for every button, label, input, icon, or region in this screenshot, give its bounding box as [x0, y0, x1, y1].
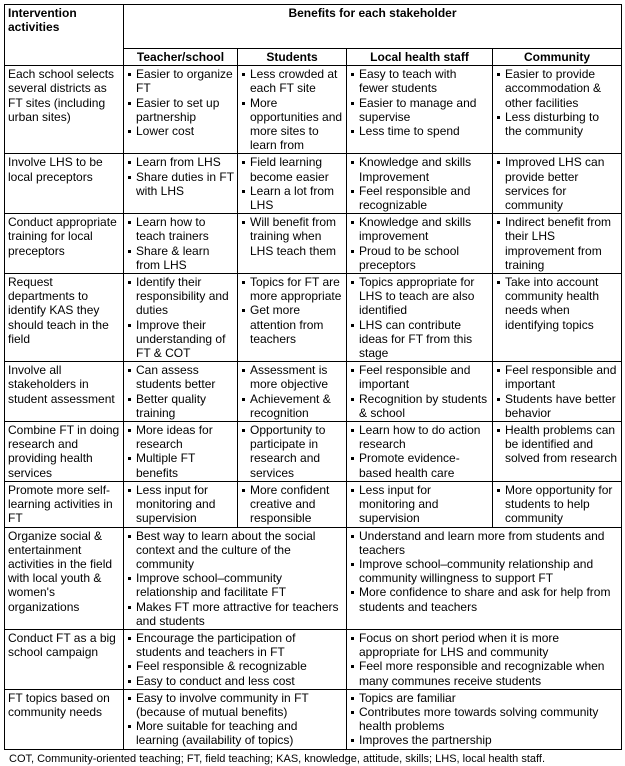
bullet-item: Can assess students better	[127, 363, 234, 391]
bullet-list	[241, 155, 343, 212]
bullet-list	[127, 155, 234, 198]
benefit-cell-local-health-staff	[347, 274, 493, 362]
table-row	[5, 527, 622, 629]
bullet-item: More confident creative and responsible	[241, 483, 343, 526]
bullet-item: Learn how to teach trainers	[127, 215, 234, 243]
bullet-item: Improve school–community relationship and facilitate FT	[127, 571, 343, 599]
bullet-list	[241, 363, 343, 420]
bullet-item: Makes FT more attractive for teachers and students	[127, 600, 343, 628]
bullet-item: Share & learn from LHS	[127, 244, 234, 272]
benefit-cell-community	[493, 66, 622, 154]
bullet-item: Focus on short period when it is more appropriate for LHS and community	[350, 631, 618, 659]
benefit-cell-teacher-school	[124, 66, 238, 154]
bullet-list	[496, 215, 618, 272]
bullet-item: Recognition by students & school	[350, 392, 489, 420]
bullet-list	[350, 483, 489, 526]
table-row	[5, 154, 622, 214]
header-students: Students	[238, 49, 347, 66]
bullet-list	[241, 67, 343, 152]
bullet-item: Learn how to do action research	[350, 423, 489, 451]
bullet-list	[496, 155, 618, 212]
intervention-activity-cell: Organize social & entertainment activities in the field with local youth & women's organizations	[5, 527, 124, 629]
benefit-cell-local-health-staff	[347, 481, 493, 527]
bullet-item: Share duties in FT with LHS	[127, 170, 234, 198]
bullet-item: Lower cost	[127, 124, 234, 138]
bullet-item: More confidence to share and ask for help from students and teachers	[350, 585, 618, 613]
benefits-table	[4, 4, 622, 750]
header-teacher-school: Teacher/school	[124, 49, 238, 66]
bullet-item: Feel responsible & recognizable	[127, 659, 343, 673]
bullet-list	[350, 363, 489, 420]
bullet-list	[350, 155, 489, 212]
bullet-item: Best way to learn about the social context and the culture of the community	[127, 529, 343, 572]
bullet-item: Topics for FT are more appropriate	[241, 275, 343, 303]
bullet-list	[350, 529, 618, 614]
bullet-item: Knowledge and skills Improvement	[350, 155, 489, 183]
bullet-item: Easy to teach with fewer students	[350, 67, 489, 95]
benefit-cell-teacher-school	[124, 481, 238, 527]
bullet-list	[350, 691, 618, 748]
benefit-cell-students	[238, 274, 347, 362]
bullet-item: Topics are familiar	[350, 691, 618, 705]
benefit-cell-teacher-school	[124, 214, 238, 274]
bullet-item: Indirect benefit from their LHS improvement from training	[496, 215, 618, 272]
benefit-cell-students	[238, 481, 347, 527]
bullet-item: Students have better behavior	[496, 392, 618, 420]
header-intervention-activities: Intervention activities	[5, 5, 124, 66]
benefit-cell-students	[238, 362, 347, 422]
bullet-item: Topics appropriate for LHS to teach are also identified	[350, 275, 489, 318]
bullet-item: Health problems can be identified and solved from research	[496, 423, 618, 466]
benefit-cell-local-health-staff	[347, 154, 493, 214]
intervention-activity-cell: Combine FT in doing research and providing health services	[5, 422, 124, 482]
bullet-item: Improve school–community relationship and community willingness to support FT	[350, 557, 618, 585]
benefit-cell-local-health-staff	[347, 214, 493, 274]
bullet-item: More opportunity for students to help community	[496, 483, 618, 526]
bullet-list	[496, 67, 618, 138]
benefit-cell-teacher-students	[124, 689, 347, 749]
bullet-item: Knowledge and skills improvement	[350, 215, 489, 243]
bullet-item: Better quality training	[127, 392, 234, 420]
bullet-item: More opportunities and more sites to learn from	[241, 96, 343, 153]
table-row	[5, 689, 622, 749]
bullet-item: Learn from LHS	[127, 155, 234, 169]
benefit-cell-community	[493, 422, 622, 482]
bullet-list	[127, 529, 343, 628]
bullet-item: Understand and learn more from students and teachers	[350, 529, 618, 557]
header-local-health-staff: Local health staff	[347, 49, 493, 66]
table-row	[5, 274, 622, 362]
benefit-cell-community	[493, 154, 622, 214]
benefit-cell-students	[238, 66, 347, 154]
benefit-cell-community	[493, 274, 622, 362]
bullet-item: More ideas for research	[127, 423, 234, 451]
bullet-item: Feel responsible and recognizable	[350, 184, 489, 212]
benefit-cell-students	[238, 214, 347, 274]
bullet-item: Field learning become easier	[241, 155, 343, 183]
benefit-cell-teacher-school	[124, 422, 238, 482]
bullet-item: Less crowded at each FT site	[241, 67, 343, 95]
bullet-item: Opportunity to participate in research and services	[241, 423, 343, 480]
bullet-item: Get more attention from teachers	[241, 303, 343, 346]
bullet-item: Will benefit from training when LHS teach them	[241, 215, 343, 258]
intervention-activity-cell: Promote more self-learning activities in FT	[5, 481, 124, 527]
benefit-cell-health-staff-community	[347, 527, 622, 629]
bullet-item: More suitable for teaching and learning (availability of topics)	[127, 719, 343, 747]
benefit-cell-health-staff-community	[347, 629, 622, 689]
intervention-activity-cell: Involve LHS to be local preceptors	[5, 154, 124, 214]
bullet-item: Take into account community health needs when identifying topics	[496, 275, 618, 332]
bullet-item: Improves the partnership	[350, 733, 618, 747]
bullet-list	[350, 631, 618, 688]
bullet-list	[127, 275, 234, 360]
header-community: Community	[493, 49, 622, 66]
bullet-item: Promote evidence-based health care	[350, 451, 489, 479]
table-row	[5, 362, 622, 422]
bullet-list	[127, 631, 343, 688]
table-footnote: COT, Community-oriented teaching; FT, field teaching; KAS, knowledge, attitude, skills; LHS, local health staff.	[9, 752, 546, 765]
bullet-list	[350, 275, 489, 360]
header-benefits-group: Benefits for each stakeholder	[124, 5, 622, 49]
bullet-list	[241, 275, 343, 346]
intervention-activity-cell: Conduct appropriate training for local preceptors	[5, 214, 124, 274]
benefit-cell-teacher-school	[124, 362, 238, 422]
table-row	[5, 66, 622, 154]
intervention-activity-cell: Involve all stakeholders in student assessment	[5, 362, 124, 422]
bullet-list	[241, 483, 343, 526]
intervention-activity-cell: Conduct FT as a big school campaign	[5, 629, 124, 689]
bullet-item: LHS can contribute ideas for FT from this stage	[350, 318, 489, 361]
bullet-item: Less input for monitoring and supervision	[127, 483, 234, 526]
benefit-cell-students	[238, 154, 347, 214]
bullet-item: Identify their responsibility and duties	[127, 275, 234, 318]
bullet-item: Improve their understanding of FT & COT	[127, 318, 234, 361]
bullet-item: Multiple FT benefits	[127, 451, 234, 479]
bullet-list	[127, 691, 343, 748]
benefit-cell-local-health-staff	[347, 422, 493, 482]
bullet-list	[127, 423, 234, 480]
intervention-activity-cell: FT topics based on community needs	[5, 689, 124, 749]
bullet-list	[350, 423, 489, 480]
benefit-cell-local-health-staff	[347, 362, 493, 422]
benefit-cell-teacher-school	[124, 274, 238, 362]
benefit-cell-teacher-students	[124, 629, 347, 689]
table-row	[5, 481, 622, 527]
benefit-cell-community	[493, 362, 622, 422]
bullet-item: Improved LHS can provide better services for community	[496, 155, 618, 212]
bullet-list	[496, 423, 618, 466]
intervention-activity-cell: Request departments to identify KAS they should teach in the field	[5, 274, 124, 362]
bullet-list	[127, 483, 234, 526]
bullet-list	[241, 423, 343, 480]
bullet-item: Learn a lot from LHS	[241, 184, 343, 212]
benefit-cell-community	[493, 214, 622, 274]
bullet-item: Assessment is more objective	[241, 363, 343, 391]
table-row	[5, 422, 622, 482]
bullet-list	[350, 67, 489, 138]
benefit-cell-teacher-school	[124, 154, 238, 214]
bullet-item: Less disturbing to the community	[496, 110, 618, 138]
bullet-list	[241, 215, 343, 258]
benefit-cell-community	[493, 481, 622, 527]
bullet-list	[127, 67, 234, 138]
benefit-cell-health-staff-community	[347, 689, 622, 749]
bullet-item: Easier to manage and supervise	[350, 96, 489, 124]
bullet-item: Easy to involve community in FT (because of mutual benefits)	[127, 691, 343, 719]
bullet-list	[127, 215, 234, 272]
bullet-list	[127, 363, 234, 420]
bullet-item: Feel more responsible and recognizable when many communes receive students	[350, 659, 618, 687]
intervention-activity-cell: Each school selects several districts as FT sites (including urban sites)	[5, 66, 124, 154]
benefit-cell-local-health-staff	[347, 66, 493, 154]
bullet-item: Contributes more towards solving community health problems	[350, 705, 618, 733]
bullet-item: Feel responsible and important	[350, 363, 489, 391]
bullet-list	[496, 483, 618, 526]
bullet-item: Feel responsible and important	[496, 363, 618, 391]
bullet-list	[496, 275, 618, 332]
bullet-list	[350, 215, 489, 272]
benefit-cell-students	[238, 422, 347, 482]
table-row	[5, 629, 622, 689]
table-row	[5, 214, 622, 274]
bullet-item: Encourage the participation of students and teachers in FT	[127, 631, 343, 659]
bullet-item: Less input for monitoring and supervision	[350, 483, 489, 526]
bullet-item: Less time to spend	[350, 124, 489, 138]
bullet-list	[496, 363, 618, 420]
bullet-item: Easier to organize FT	[127, 67, 234, 95]
bullet-item: Achievement & recognition	[241, 392, 343, 420]
bullet-item: Easy to conduct and less cost	[127, 674, 343, 688]
benefit-cell-teacher-students	[124, 527, 347, 629]
bullet-item: Easier to provide accommodation & other facilities	[496, 67, 618, 110]
bullet-item: Easier to set up partnership	[127, 96, 234, 124]
bullet-item: Proud to be school preceptors	[350, 244, 489, 272]
